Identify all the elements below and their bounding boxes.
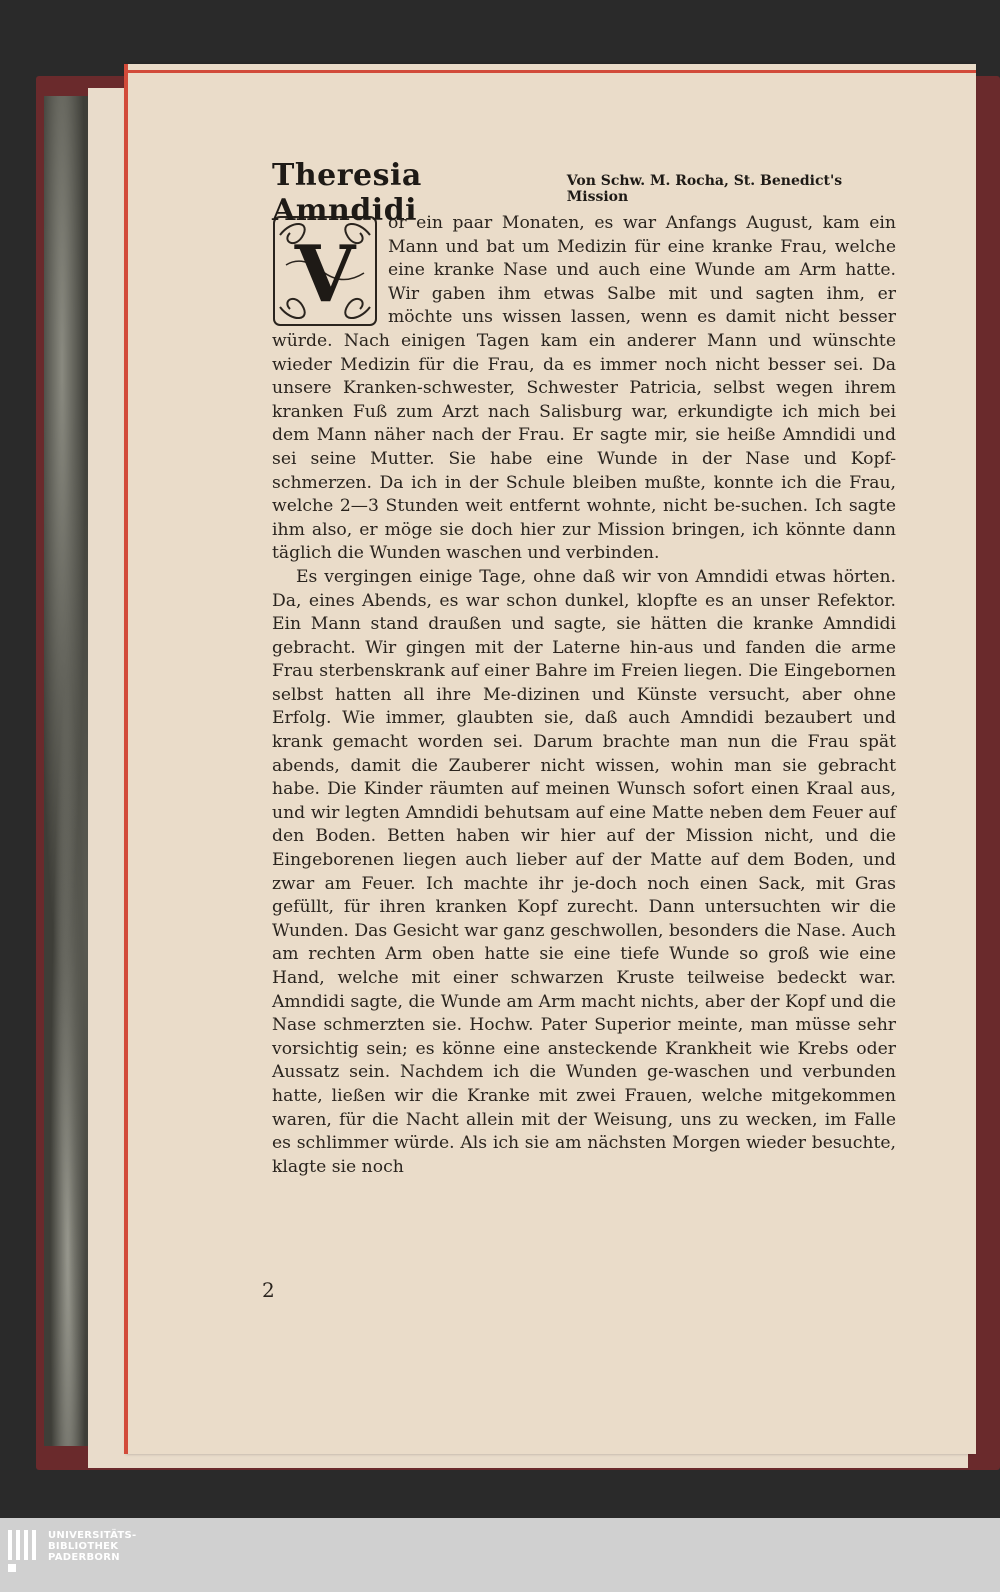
article-body bbox=[272, 212, 896, 1179]
dropcap-letter: V bbox=[294, 229, 356, 320]
library-name-line-2: BIBLIOTHEK bbox=[48, 1541, 119, 1552]
library-name-line-3: PADERBORN bbox=[48, 1552, 120, 1563]
paragraph-2: Es vergingen einige Tage, ohne daß wir von Amndidi etwas hörten. Da, eines Abends, es war schon dunkel, klopfte es an unser Refektor. Ein Mann stand draußen und sagte, sie hätten die kranke Amndidi gebracht. Wir gingen mit der Laterne hin-aus und fanden die arme Frau sterbenskrank auf einer Bahre im Freien liegen. Die Eingebornen selbst hatten all ihre Me-dizinen und Künste versucht, aber ohne Erfolg. Wie immer, glaubten sie, daß auch Amndidi bezaubert und krank gemacht worden sei. Darum brachte man nun die Frau spät abends, damit die Zauberer nicht wissen, wohin man sie gebracht habe. Die Kinder räumten auf meinen Wunsch sofort einen Kraal aus, und wir legten Amndidi behutsam auf eine Matte neben dem Feuer auf den Boden. Betten haben wir hier auf der Mission nicht, und die Eingeborenen liegen auch lieber auf der Matte auf dem Boden, und zwar am Feuer. Ich machte ihr je-doch noch einen Sack, mit Gras gefüllt, für ihren kranken Kopf zurecht. Dann untersuchten wir die Wunden. Das Gesicht war ganz geschwollen, besonders die Nase. Auch am rechten Arm oben hatte sie eine tiefe Wunde so groß wie eine Hand, welche mit einer schwarzen Kruste teilweise bedeckt war. Amndidi sagte, die Wunde am Arm macht nichts, aber der Kopf und die Nase schmerzten sie. Hochw. Pater Superior meinte, man müsse sehr vorsichtig sein; es könne eine ansteckende Krankheit wie Krebs oder Aussatz sein. Nachdem ich die Wunden ge-waschen und verbunden hatte, ließen wir die Kranke mit zwei Frauen, welche mitgekommen waren, für die Nacht allein mit der Weisung, uns zu wecken, im Falle es schlimmer würde. Als ich sie am nächsten Morgen wieder besuchte, klagte sie noch bbox=[272, 566, 896, 1177]
library-logo-icon bbox=[6, 1526, 44, 1574]
paragraph-1: or ein paar Monaten, es war Anfangs August, kam ein Mann und bat um Medizin für eine kranke Frau, welche eine kranke Nase und auch eine Wunde am Arm hatte. Wir gaben ihm etwas Salbe mit und sagten ihm, er möchte uns wissen lassen, wenn es damit nicht besser würde. Nach einigen Tagen kam ein anderer Mann und wünschte wieder Medizin für die Frau, da es immer noch nicht besser sei. Da unsere Kranken-schwester, Schwester Patricia, selbst wegen ihrem kranken Fuß zum Arzt nach Salisburg war, erkundigte ich mich bei dem Mann näher nach der Frau. Er sagte mir, sie heiße Amndidi und sei seine Mutter. Sie habe eine Wunde in der Nase und Kopf-schmerzen. Da ich in der Schule bleiben mußte, konnte ich die Frau, welche 2—3 Stunden weit entfernt wohnte, nicht be-suchen. Ich sagte ihm also, er möge sie doch hier zur Mission bringen, ich könnte dann täglich die Wunden waschen und verbinden. bbox=[272, 213, 896, 564]
library-footer bbox=[0, 1518, 1000, 1592]
ornamental-dropcap-v bbox=[272, 215, 378, 327]
library-name bbox=[48, 1530, 137, 1563]
article-header bbox=[272, 158, 896, 228]
page-number: 2 bbox=[262, 1278, 275, 1302]
page-red-top-edge bbox=[128, 70, 976, 73]
article bbox=[272, 158, 896, 1179]
library-name-line-1: UNIVERSITÄTS- bbox=[48, 1530, 137, 1541]
article-byline: Von Schw. M. Rocha, St. Benedict's Mission bbox=[566, 173, 843, 205]
page-red-edge bbox=[124, 64, 128, 1454]
article-title: Theresia Amndidi bbox=[272, 158, 422, 228]
